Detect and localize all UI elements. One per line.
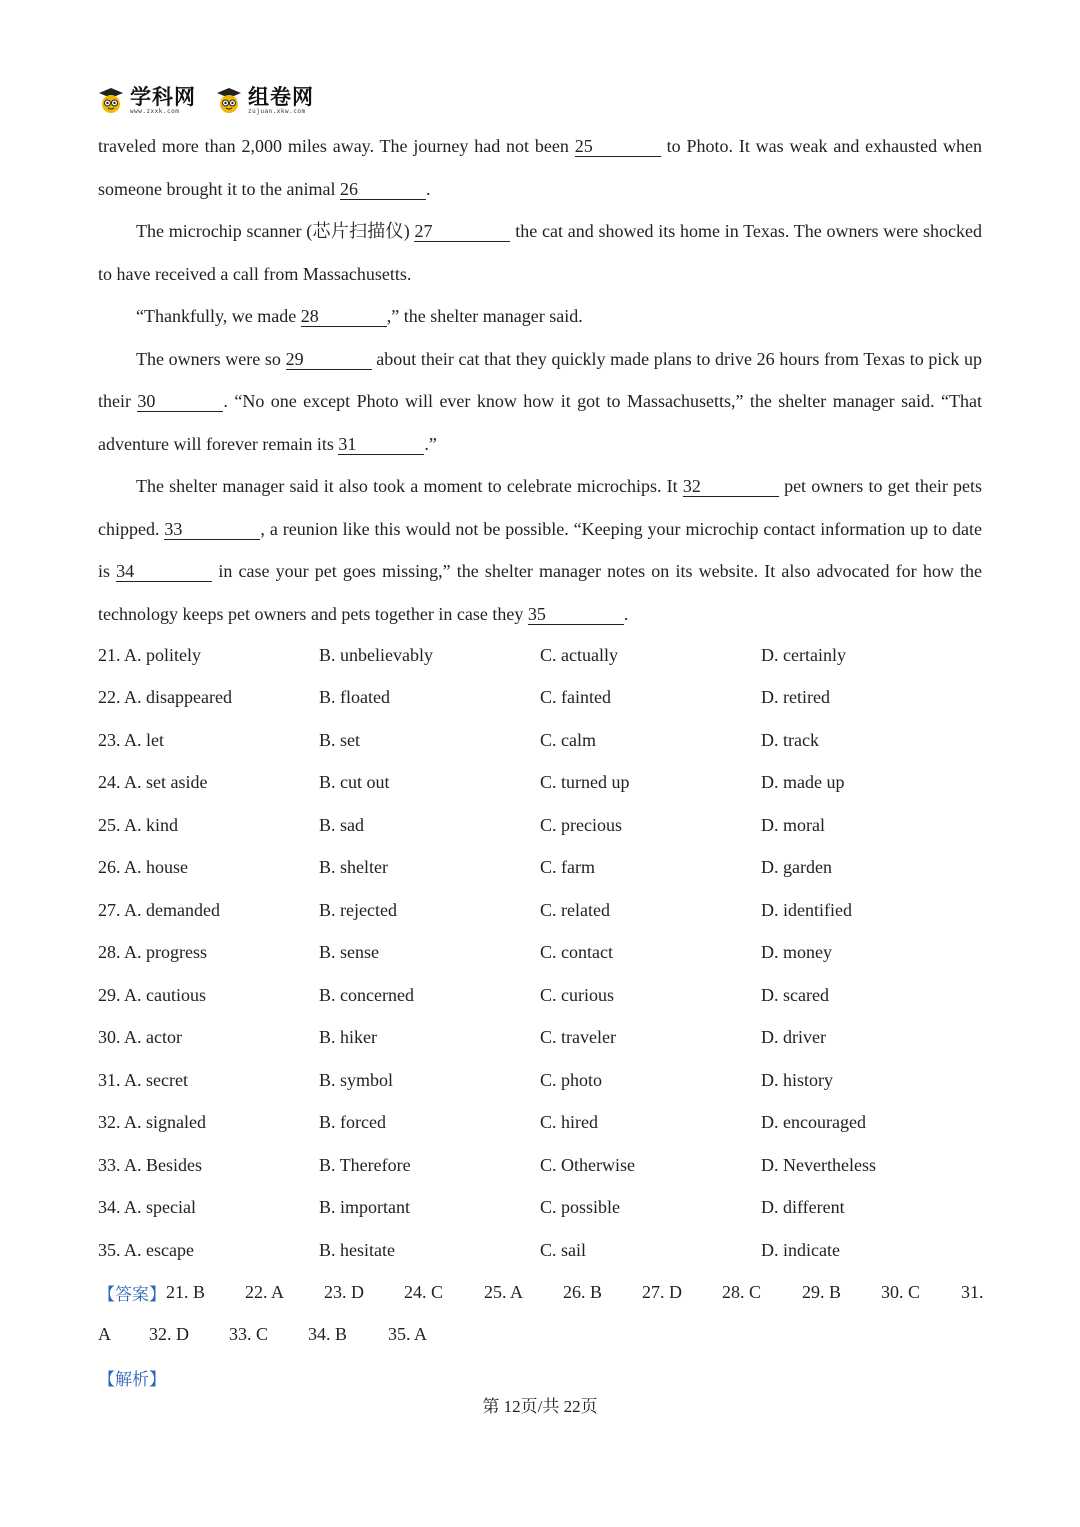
answer-row-1 [98, 1271, 988, 1314]
answer-key [98, 1271, 988, 1356]
option-d: D. Nevertheless [761, 1154, 876, 1175]
option-d: D. money [761, 942, 832, 963]
option-row [98, 1144, 982, 1187]
text-run: in case your pet goes missing,” the shelter manager notes on its website. It also advocated for how the technology keeps pet owners and pets together in case they [98, 561, 982, 624]
option-b: B. floated [319, 687, 390, 708]
option-a: 30. A. actor [98, 1027, 182, 1048]
option-b: B. sense [319, 942, 379, 963]
logo1-sub: www.zxxk.com [130, 107, 180, 115]
option-c: C. contact [540, 942, 613, 963]
option-a: 34. A. special [98, 1197, 196, 1218]
answer-item: 30. C [881, 1281, 921, 1302]
option-c: C. related [540, 899, 610, 920]
option-b: B. shelter [319, 857, 388, 878]
option-b: B. important [319, 1197, 410, 1218]
blank-33: 33 [164, 519, 260, 540]
logo2-text: 组卷网 [248, 84, 314, 109]
text-run: .” [424, 433, 437, 454]
option-row [98, 847, 982, 890]
option-b: B. set [319, 729, 361, 750]
passage-paragraph-2 [98, 210, 982, 295]
passage-paragraph-5 [98, 465, 982, 635]
blank-27: 27 [414, 221, 510, 242]
text-run: “Thankfully, we made [136, 306, 301, 326]
option-b: B. symbol [319, 1069, 394, 1090]
option-d: D. scared [761, 984, 829, 1005]
option-d: D. made up [761, 772, 845, 793]
option-row [98, 932, 982, 975]
logo-xuekewang [96, 85, 196, 115]
answer-item: 28. C [722, 1281, 762, 1302]
option-b: B. hiker [319, 1027, 377, 1048]
text-run: traveled more than 2,000 miles away. The journey had not been [98, 136, 575, 156]
option-row [98, 1017, 982, 1060]
option-a: 24. A. set aside [98, 772, 208, 793]
option-b: B. rejected [319, 899, 397, 920]
option-a: 32. A. signaled [98, 1112, 206, 1133]
option-a: 26. A. house [98, 857, 188, 878]
blank-28: 28 [301, 306, 387, 327]
blank-30: 30 [137, 391, 223, 412]
header-logos [96, 80, 332, 120]
option-c: C. curious [540, 984, 614, 1005]
option-b: B. Therefore [319, 1154, 411, 1175]
option-c: C. fainted [540, 687, 611, 708]
passage-paragraph-4 [98, 338, 982, 466]
option-row [98, 1059, 982, 1102]
option-b: B. unbelievably [319, 644, 433, 665]
option-c: C. actually [540, 644, 618, 665]
text-run: The microchip scanner (芯片扫描仪) [136, 221, 415, 241]
option-d: D. history [761, 1069, 833, 1090]
option-a: 21. A. politely [98, 644, 201, 665]
option-a: 33. A. Besides [98, 1154, 203, 1175]
analysis-label: 【解析】 [98, 1369, 166, 1390]
answer-label: 【答案】 [98, 1284, 166, 1305]
option-a: 35. A. escape [98, 1239, 194, 1260]
answer-item: 31. [961, 1281, 984, 1302]
option-c: C. farm [540, 857, 595, 878]
option-b: B. cut out [319, 772, 390, 793]
option-d: D. retired [761, 687, 830, 708]
option-row [98, 974, 982, 1017]
option-row [98, 804, 982, 847]
text-run: . [425, 178, 431, 199]
option-a: 27. A. demanded [98, 899, 220, 920]
logo-zujuanwang [214, 85, 314, 115]
blank-29: 29 [286, 349, 372, 370]
logo2-sub: zujuan.xkw.com [248, 107, 306, 115]
option-c: C. possible [540, 1197, 621, 1218]
option-row [98, 1187, 982, 1230]
answer-item: 32. D [149, 1324, 189, 1345]
option-c: C. photo [540, 1069, 603, 1090]
page-footer: 第 12页/共 22页 [482, 1397, 598, 1416]
option-row [98, 634, 982, 677]
answer-item: 35. A [388, 1324, 428, 1345]
answer-item: 23. D [324, 1281, 364, 1302]
option-b: B. sad [319, 814, 364, 835]
option-d: D. track [761, 729, 819, 750]
option-d: D. encouraged [761, 1112, 866, 1133]
answer-row-2 [98, 1314, 988, 1357]
option-d: D. certainly [761, 644, 846, 665]
blank-34: 34 [116, 561, 212, 582]
option-a: 29. A. cautious [98, 984, 206, 1005]
answer-item: A [98, 1324, 111, 1345]
text-run: The shelter manager said it also took a moment to celebrate microchips. It [136, 476, 683, 496]
option-d: D. driver [761, 1027, 826, 1048]
answer-item: 22. A [245, 1281, 285, 1302]
option-c: C. precious [540, 814, 622, 835]
option-row [98, 1229, 982, 1272]
text-run: . [623, 603, 629, 624]
option-a: 25. A. kind [98, 814, 179, 835]
option-d: D. identified [761, 899, 852, 920]
option-a: 22. A. disappeared [98, 687, 232, 708]
passage [98, 125, 982, 635]
option-c: C. calm [540, 729, 596, 750]
answer-item: 29. B [802, 1281, 842, 1302]
answer-item: 27. D [642, 1281, 682, 1302]
option-a: 31. A. secret [98, 1069, 188, 1090]
option-d: D. garden [761, 857, 832, 878]
logo1-text: 学科网 [130, 84, 196, 109]
answer-item: 26. B [563, 1281, 603, 1302]
option-c: C. hired [540, 1112, 598, 1133]
option-row [98, 719, 982, 762]
text-run: The owners were so [136, 348, 286, 369]
option-b: B. forced [319, 1112, 386, 1133]
option-row [98, 762, 982, 805]
text-run: ,” the shelter manager said. [386, 306, 583, 326]
passage-paragraph-3 [98, 295, 982, 338]
answer-item: 34. B [308, 1324, 348, 1345]
option-row [98, 677, 982, 720]
option-a: 23. A. let [98, 729, 164, 750]
option-c: C. traveler [540, 1027, 616, 1048]
option-d: D. moral [761, 814, 825, 835]
option-c: C. sail [540, 1239, 587, 1260]
answer-item: 33. C [229, 1324, 269, 1345]
option-d: D. different [761, 1197, 845, 1218]
answer-item: 21. B [166, 1281, 206, 1302]
blank-35: 35 [528, 604, 624, 625]
option-c: C. turned up [540, 772, 630, 793]
blank-31: 31 [338, 434, 424, 455]
text-run: about their cat that they quickly made plans to drive 26 hours from Texas to pick up their [98, 348, 982, 411]
option-b: B. concerned [319, 984, 414, 1005]
text-run: to Photo. It was weak and exhausted when someone brought it to the animal [98, 136, 983, 199]
blank-32: 32 [683, 476, 779, 497]
option-row [98, 1102, 982, 1145]
text-run: the cat and showed its home in Texas. The owners were shocked to have received a call from Massachusetts. [98, 221, 983, 284]
text-run: . “No one except Photo will ever know how it got to Massachusetts,” the shelter manager said. “That adventure will forever remain its [98, 391, 982, 454]
blank-25: 25 [575, 136, 661, 157]
passage-paragraph-1 [98, 125, 982, 210]
mascot-icon [96, 85, 126, 115]
options-list [98, 634, 982, 1272]
answer-item: 25. A [484, 1281, 524, 1302]
option-c: C. Otherwise [540, 1154, 635, 1175]
blank-26: 26 [340, 179, 426, 200]
option-b: B. hesitate [319, 1239, 395, 1260]
mascot-icon [214, 85, 244, 115]
text-run: , a reunion like this would not be possible. “Keeping your microchip contact information up to date is [98, 518, 982, 581]
answer-item: 24. C [404, 1281, 444, 1302]
option-row [98, 889, 982, 932]
option-a: 28. A. progress [98, 942, 207, 963]
text-run: pet owners to get their pets chipped. [98, 476, 982, 539]
option-d: D. indicate [761, 1239, 840, 1260]
